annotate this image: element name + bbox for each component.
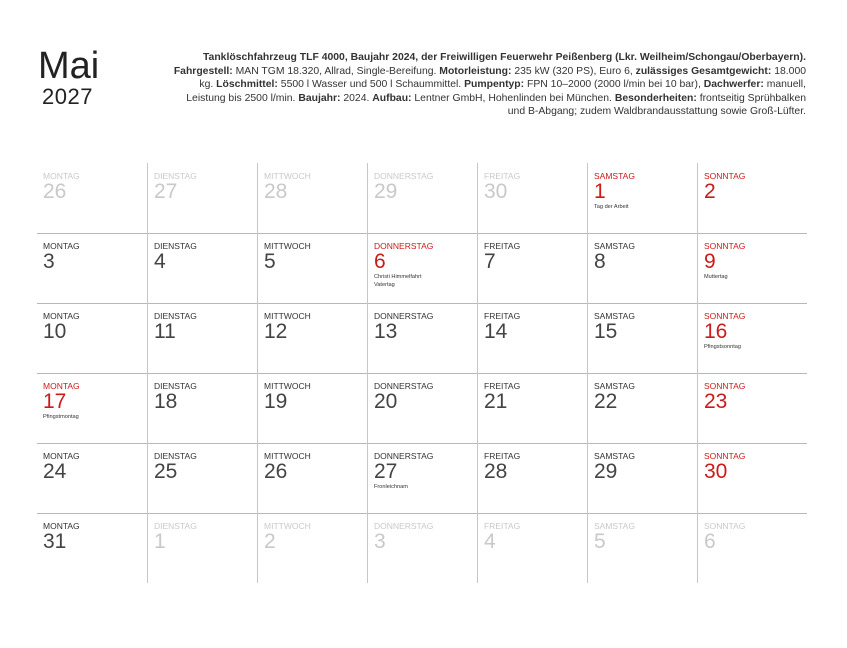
weekday-label: SAMSTAG [594,451,635,461]
day-cell[interactable] [477,373,587,443]
day-cell[interactable] [477,303,587,373]
description-line-4 [170,92,806,106]
weekday-label: FREITAG [484,241,521,251]
day-number: 14 [484,320,508,343]
day-cell[interactable] [587,443,697,513]
weekday-label: DONNERSTAG [374,311,434,321]
year-title: 2027 [42,84,93,109]
label-loeschmittel: Löschmittel: [216,79,278,90]
day-cell[interactable] [147,443,257,513]
text-loeschmittel: 5500 l Wasser und 500 l Schaummittel. [277,79,465,90]
day-number: 4 [154,250,166,273]
day-number: 5 [264,250,276,273]
weekday-label: SONNTAG [704,241,746,251]
description-line-5: und B-Abgang; zudem Waldbrandausstattung sowie Groß-Lüfter. [507,106,806,117]
day-cell[interactable] [257,163,367,233]
vehicle-description [170,51,806,119]
day-number: 20 [374,390,398,413]
day-cell[interactable] [37,513,147,583]
weekday-label: DONNERSTAG [374,171,434,181]
holiday-label: Pfingstmontag [43,414,79,420]
weekday-label: MITTWOCH [264,311,311,321]
weekday-label: SONNTAG [704,311,746,321]
text-aufbau: Lentner GmbH, Hohenlinden bei München. [411,92,615,104]
day-cell[interactable] [697,163,807,233]
day-number: 11 [154,320,176,343]
weekday-label: SONNTAG [704,171,746,181]
day-cell[interactable] [257,513,367,583]
day-cell[interactable] [697,373,807,443]
day-number: 16 [704,320,728,343]
text-dachwerfer: manuell, [763,79,806,90]
day-number: 12 [264,320,288,343]
weekday-label: DONNERSTAG [374,381,434,391]
text-motorleistung: 235 kW (320 PS), Euro 6, [511,65,636,77]
day-cell[interactable] [587,373,697,443]
day-number: 1 [594,180,606,203]
label-besonderheiten: Besonderheiten: [614,92,697,104]
weekday-label: MONTAG [43,311,80,321]
day-cell[interactable] [37,303,147,373]
day-number: 2 [264,530,276,553]
label-baujahr: Baujahr: [298,92,341,104]
day-cell[interactable] [147,163,257,233]
label-aufbau: Aufbau: [372,92,412,104]
weekday-label: MONTAG [43,521,80,531]
holiday-label: Muttertag [704,274,728,280]
day-number: 17 [43,390,67,413]
description-title: Tanklöschfahrzeug TLF 4000, Baujahr 2024, der Freiwilligen Feuerwehr Peißenberg (Lkr. Weilheim/Schongau/Oberbayern). [202,52,806,63]
weekday-label: FREITAG [484,451,521,461]
day-cell[interactable] [697,443,807,513]
day-cell[interactable] [477,513,587,583]
day-number: 15 [594,320,618,343]
description-line-2 [170,65,806,79]
weekday-label: MONTAG [43,381,80,391]
day-number: 24 [43,460,67,483]
day-number: 30 [704,460,728,483]
weekday-label: MITTWOCH [264,171,311,181]
weekday-label: MITTWOCH [264,451,311,461]
day-cell[interactable] [367,373,477,443]
holiday-label: Tag der Arbeit [594,204,629,210]
day-cell[interactable] [697,513,807,583]
day-cell[interactable] [257,233,367,303]
day-cell[interactable] [37,163,147,233]
day-number: 22 [594,390,618,413]
weekday-label: MITTWOCH [264,241,311,251]
day-number: 6 [704,530,716,553]
day-cell[interactable] [367,233,477,303]
weekday-label: FREITAG [484,381,521,391]
day-cell[interactable] [477,443,587,513]
day-cell[interactable] [587,513,697,583]
day-cell[interactable] [697,233,807,303]
label-dachwerfer: Dachwerfer: [703,79,764,90]
day-cell[interactable] [257,443,367,513]
day-number: 30 [484,180,508,203]
day-number: 19 [264,390,288,413]
day-cell[interactable] [367,163,477,233]
day-cell[interactable] [147,233,257,303]
weekday-label: MONTAG [43,171,80,181]
weekday-label: FREITAG [484,521,521,531]
weekday-label: SAMSTAG [594,311,635,321]
label-pumpentyp: Pumpentyp: [464,79,525,90]
day-cell[interactable] [147,513,257,583]
weekday-label: MONTAG [43,241,80,251]
day-number: 13 [374,320,398,343]
text-besonderheiten: frontseitig Sprühbalken [696,92,806,104]
day-cell[interactable] [367,443,477,513]
weekday-label: MONTAG [43,451,80,461]
day-cell[interactable] [697,303,807,373]
text-baujahr: 2024. [340,92,373,104]
weekday-label: FREITAG [484,171,521,181]
description-line-1 [170,51,806,65]
day-number: 7 [484,250,496,273]
weekday-label: SONNTAG [704,451,746,461]
day-number: 8 [594,250,606,273]
weekday-label: MITTWOCH [264,381,311,391]
day-number: 28 [264,180,288,203]
weekday-label: SAMSTAG [594,381,635,391]
day-number: 28 [484,460,508,483]
day-number: 4 [484,530,496,553]
day-cell[interactable] [477,233,587,303]
day-number: 2 [704,180,716,203]
weekday-label: DIENSTAG [154,311,197,321]
day-number: 1 [154,530,166,553]
weekday-label: SAMSTAG [594,241,635,251]
day-cell[interactable] [37,233,147,303]
label-fahrgestell: Fahrgestell: [173,65,233,77]
day-cell[interactable] [587,233,697,303]
day-cell[interactable] [367,513,477,583]
weekday-label: SAMSTAG [594,521,635,531]
weekday-label: FREITAG [484,311,521,321]
day-number: 27 [374,460,398,483]
description-line-3 [170,78,806,92]
day-cell[interactable] [147,373,257,443]
day-number: 29 [374,180,398,203]
weekday-label: SONNTAG [704,521,746,531]
weekday-label: DONNERSTAG [374,241,434,251]
day-number: 3 [43,250,55,273]
day-number: 31 [43,530,67,553]
weekday-label: SAMSTAG [594,171,635,181]
day-cell[interactable] [367,303,477,373]
day-number: 18 [154,390,178,413]
text-gewicht-einheit: kg. [199,79,217,90]
calendar-grid [37,163,807,585]
day-number: 10 [43,320,67,343]
day-cell[interactable] [587,303,697,373]
label-motorleistung: Motorleistung: [439,65,512,77]
label-gesamtgewicht: zulässiges Gesamtgewicht: [635,65,772,77]
holiday-label: Fronleichnam [374,484,408,490]
weekday-label: DIENSTAG [154,451,197,461]
day-number: 26 [264,460,288,483]
weekday-label: SONNTAG [704,381,746,391]
day-number: 23 [704,390,728,413]
weekday-label: DIENSTAG [154,171,197,181]
weekday-label: DIENSTAG [154,521,197,531]
day-cell[interactable] [257,373,367,443]
text-leistung: Leistung bis 2500 l/min. [186,92,299,104]
text-pumpentyp: FPN 10–2000 (2000 l/min bei 10 bar), [524,79,704,90]
day-number: 5 [594,530,606,553]
day-cell[interactable] [147,303,257,373]
holiday-label: Pfingstsonntag [704,344,742,350]
weekday-label: MITTWOCH [264,521,311,531]
day-number: 27 [154,180,178,203]
day-number: 21 [484,390,508,413]
day-cell[interactable] [37,443,147,513]
text-gesamtgewicht: 18.000 [771,65,806,77]
day-number: 3 [374,530,386,553]
weekday-label: DONNERSTAG [374,521,434,531]
weekday-label: DIENSTAG [154,381,197,391]
weekday-label: DIENSTAG [154,241,197,251]
day-cell[interactable] [587,163,697,233]
day-cell[interactable] [257,303,367,373]
text-fahrgestell: MAN TGM 18.320, Allrad, Single-Bereifung. [232,65,440,77]
day-cell[interactable] [477,163,587,233]
day-number: 6 [374,250,386,273]
month-title: Mai [38,45,100,87]
day-number: 29 [594,460,618,483]
day-number: 9 [704,250,716,273]
day-number: 26 [43,180,67,203]
holiday-label: Vatertag [374,282,395,288]
holiday-label: Christi Himmelfahrt [374,274,422,280]
day-cell[interactable] [37,373,147,443]
day-number: 25 [154,460,178,483]
weekday-label: DONNERSTAG [374,451,434,461]
